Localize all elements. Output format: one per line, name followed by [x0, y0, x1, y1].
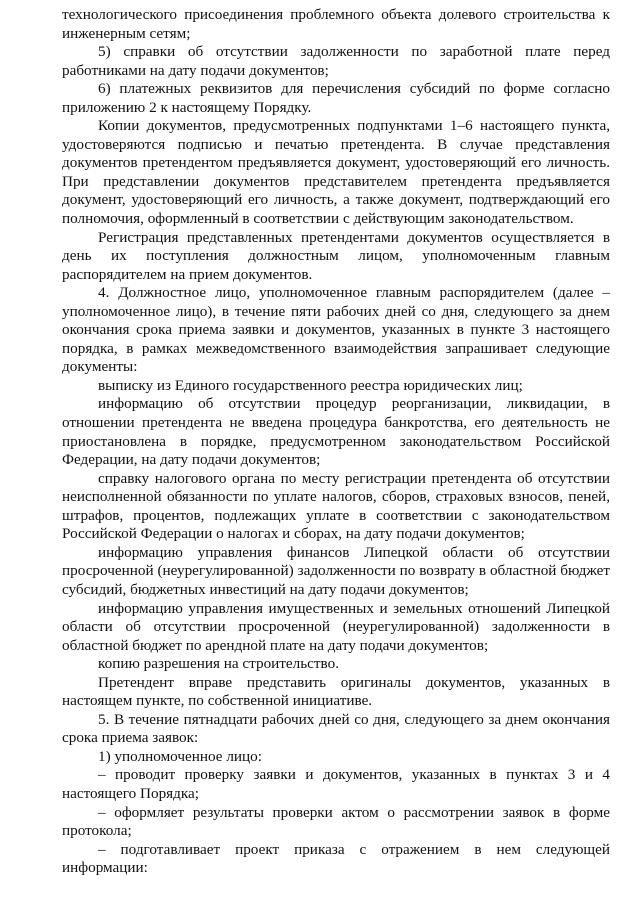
document-page — [62, 6, 610, 878]
list-item-no-reorganization-info: информацию об отсутствии процедур реорганизации, ликвидации, в отношении претендента не введена процедура банкротства, его деятельность не приостановлена в порядке, предусмотренном законодательством Российской Федерации, на дату подачи документов; — [62, 395, 610, 469]
list-item-registry-extract: выписку из Единого государственного реестра юридических лиц; — [98, 376, 523, 394]
list-item-records-results-protocol: – оформляет результаты проверки актом о рассмотрении заявок в форме протокола; — [62, 803, 610, 840]
paragraph-continuation-connection-networks: технологического присоединения проблемного объекта долевого строительства к инженерным сетям; — [62, 6, 610, 42]
paragraph-item-5-salary-debt-certificate: 5) справки об отсутствии задолженности по заработной плате перед работниками на дату подачи документов; — [62, 43, 610, 79]
list-item-prepares-draft-order: – подготавливает проект приказа с отражением в нем следующей информации: — [62, 840, 610, 877]
paragraph-clause-5-fifteen-days: 5. В течение пятнадцати рабочих дней со дня, следующего за днем окончания срока приема заявок: — [62, 710, 610, 747]
paragraph-item-6-payment-details: 6) платежных реквизитов для перечисления субсидий по форме согласно приложению 2 к настоящему Порядку. — [62, 80, 610, 116]
paragraph-document-registration: Регистрация представленных претендентами документов осуществляется в день их поступления должностным лицом, уполномоченным главным распорядителем на прием документов. — [62, 228, 610, 283]
paragraph-originals-on-own-initiative: Претендент вправе представить оригиналы документов, указанных в настоящем пункте, по собственной инициативе. — [62, 673, 610, 710]
list-item-finance-department-info: информацию управления финансов Липецкой области об отсутствии просроченной (неурегулированной) задолженности по возврату в областной бюджет субсидий, бюджетных инвестиций на дату подачи документов; — [62, 543, 610, 598]
paragraph-clause-4-interagency-request: 4. Должностное лицо, уполномоченное главным распорядителем (далее – уполномоченное лицо), в течение пяти рабочих дней со дня, следующего за днем окончания срока приема заявки и документов, указанных в пункте 3 настоящего порядка, в рамках межведомственного взаимодействия запрашивает следующие документы: — [62, 284, 610, 376]
list-item-property-department-info: информацию управления имущественных и земельных отношений Липецкой области об отсутствии просроченной (неурегулированной) задолженности в областной бюджет по арендной плате на дату подачи документов; — [62, 599, 610, 654]
list-item-tax-certificate: справку налогового органа по месту регистрации претендента об отсутствии неисполненной обязанности по уплате налогов, сборов, страховых взносов, пеней, штрафов, процентов, подлежащих уплате в соответствии с законодательством Российской Федерации о налогах и сборах, на дату подачи документов; — [62, 469, 610, 543]
paragraph-document-copies-certification: Копии документов, предусмотренных подпунктами 1–6 настоящего пункта, удостоверяются подписью и печатью претендента. В случае представления документов претендентом предъявляется документ, удостоверяющий его личность. При представлении документов представителем претендента предъявляется документ, удостоверяющий его личность, а также документ, подтверждающий его полномочия, оформленный в соответствии с действующим законодательством. — [62, 117, 610, 228]
paragraph-subclause-1-authorized-person: 1) уполномоченное лицо: — [98, 747, 262, 765]
list-item-conducts-verification: – проводит проверку заявки и документов, указанных в пунктах 3 и 4 настоящего Порядка; — [62, 766, 610, 802]
list-item-building-permit-copy: копию разрешения на строительство. — [98, 655, 340, 673]
